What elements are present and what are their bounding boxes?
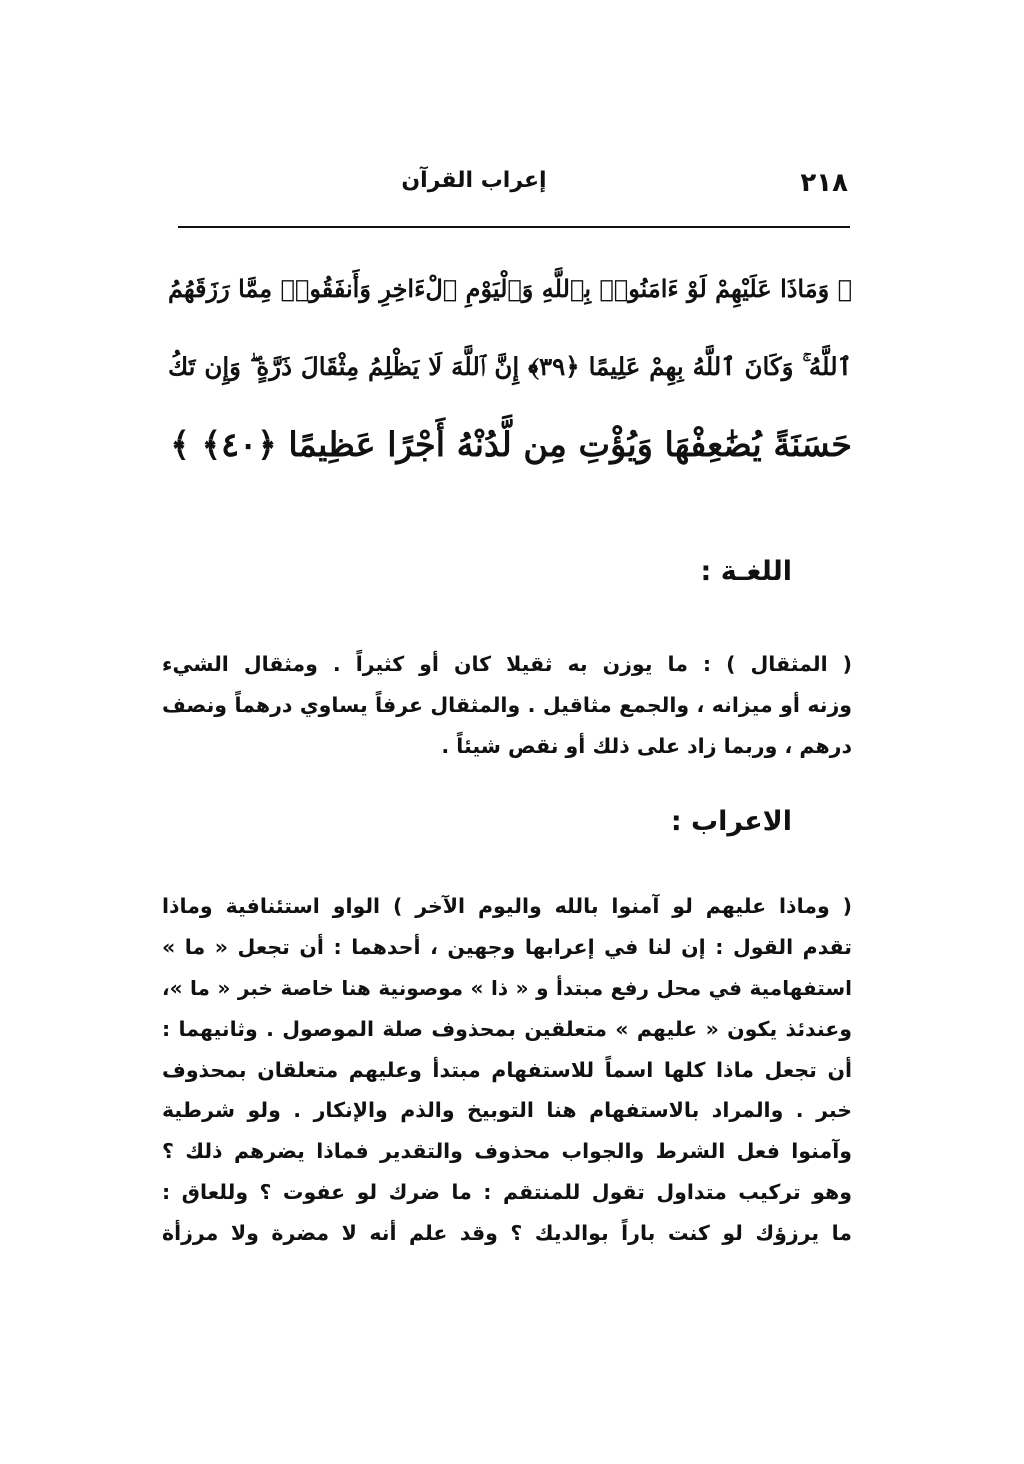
header-divider (178, 226, 850, 228)
text-line: استفهامية في محل رفع مبتدأ و « ذا » موصونية هنا خاصة خبر « ما »، (162, 975, 852, 1000)
verse-line: ٱللَّهُ ۚ وَكَانَ ٱللَّهُ بِهِمْ عَلِيمًا ﴿٣٩﴾ إِنَّ ٱللَّهَ لَا يَظْلِمُ مِثْقَالَ ذَرَّةٍ ۖ وَإِن تَكُ (168, 352, 852, 381)
text-line: وآمنوا فعل الشرط والجواب محذوف والتقدير فماذا يضرهم ذلك ؟ (162, 1139, 852, 1164)
text-line: وزنه أو ميزانه ، والجمع مثاقيل . والمثقال عرفاً يساوي درهماً ونصف (162, 692, 852, 717)
text-line: ( المثقال ) : ما يوزن به ثقيلا كان أو كثيراً . ومثقال الشيء (162, 652, 852, 676)
lugha-paragraph (162, 644, 852, 766)
page-header (180, 168, 848, 208)
section-heading-irab: الاعراب : (670, 806, 792, 837)
text-line: درهم ، وربما زاد على ذلك أو نقص شيئاً . (441, 733, 852, 758)
running-title: إعراب القرآن (401, 168, 547, 193)
text-line: ( وماذا عليهم لو آمنوا بالله واليوم الآخر ) الواو استئنافية وماذا (162, 894, 852, 918)
verse-line: ﴿ وَمَاذَا عَلَيْهِمْ لَوْ ءَامَنُوا۟ بِٱللَّهِ وَٱلْيَوْمِ ٱلْءَاخِرِ وَأَنفَقُوا۟ مِمَّا رَزَقَهُمُ (168, 274, 852, 303)
text-line: وهو تركيب متداول تقول للمنتقم : ما ضرك لو عفوت ؟ وللعاق : (162, 1180, 852, 1205)
text-line: ما يرزؤك لو كنت باراً بوالديك ؟ وقد علم أنه لا مضرة ولا مرزأة (162, 1221, 852, 1246)
page-number: ٢١٨ (800, 168, 848, 198)
verse-line: حَسَنَةً يُضَٰعِفْهَا وَيُؤْتِ مِن لَّدُنْهُ أَجْرًا عَظِيمًا ﴿٤٠﴾ ﴾ (170, 425, 852, 464)
text-line: خبر . والمراد بالاستفهام هنا التوبيخ والذم والإنكار . ولو شرطية (162, 1098, 852, 1123)
quran-verse-block (168, 250, 852, 484)
text-line: وعندئذ يكون « عليهم » متعلقين بمحذوف صلة الموصول . وثانيهما : (162, 1016, 852, 1041)
text-line: تقدم القول : إن لنا في إعرابها وجهين ، أحدهما : أن تجعل « ما » (162, 934, 852, 959)
text-line: أن تجعل ماذا كلها اسماً للاستفهام مبتدأ وعليهم متعلقان بمحذوف (162, 1057, 852, 1082)
section-heading-lugha: اللغـة : (700, 556, 792, 587)
irab-paragraph (162, 886, 852, 1254)
